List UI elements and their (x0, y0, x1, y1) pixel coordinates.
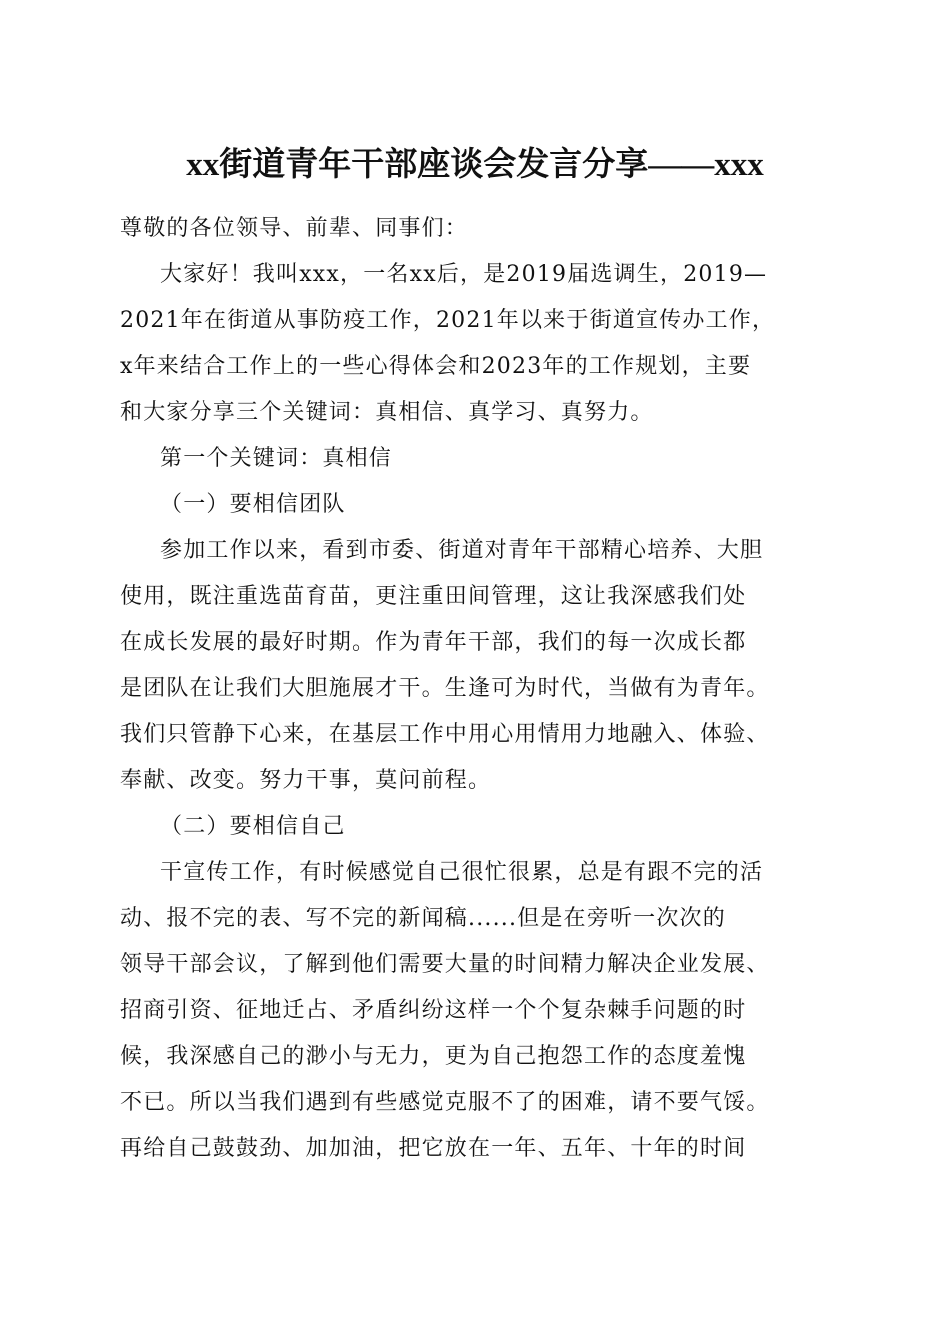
paragraph-line: 我们只管静下心来，在基层工作中用心用情用力地融入、体验、 (120, 722, 770, 747)
subsection-heading: （二）要相信自己 (160, 814, 346, 839)
paragraph-line: 再给自己鼓鼓劲、加加油，把它放在一年、五年、十年的时间 (120, 1136, 747, 1161)
paragraph-line: 不已。所以当我们遇到有些感觉克服不了的困难，请不要气馁。 (120, 1090, 770, 1115)
paragraph-line: 使用，既注重选苗育苗，更注重田间管理，这让我深感我们处 (120, 584, 747, 609)
paragraph-line: 大家好！我叫xxx，一名xx后，是2019届选调生，2019— (160, 262, 768, 287)
document-body (120, 206, 836, 1172)
paragraph-line: 和大家分享三个关键词：真相信、真学习、真努力。 (120, 400, 654, 425)
paragraph-line: 候，我深感自己的渺小与无力，更为自己抱怨工作的态度羞愧 (120, 1044, 747, 1069)
paragraph-line: 在成长发展的最好时期。作为青年干部，我们的每一次成长都 (120, 630, 747, 655)
document-title: xx街道青年干部座谈会发言分享——xxx (186, 147, 764, 183)
paragraph-line: 招商引资、征地迁占、矛盾纠纷这样一个个复杂棘手问题的时 (120, 998, 747, 1023)
paragraph-line: 尊敬的各位领导、前辈、同事们： (120, 216, 469, 241)
paragraph-line: 动、报不完的表、写不完的新闻稿......但是在旁听一次次的 (120, 906, 726, 931)
paragraph-line: 2021年在街道从事防疫工作，2021年以来于街道宣传办工作， (120, 308, 776, 333)
subsection-heading: （一）要相信团队 (160, 492, 346, 517)
section-heading: 第一个关键词：真相信 (160, 446, 393, 471)
paragraph-line: 参加工作以来，看到市委、街道对青年干部精心培养、大胆 (160, 538, 764, 563)
paragraph-line: 是团队在让我们大胆施展才干。生逢可为时代，当做有为青年。 (120, 676, 770, 701)
paragraph-line: x年来结合工作上的一些心得体会和2023年的工作规划，主要 (120, 354, 752, 379)
paragraph-line: 干宣传工作，有时候感觉自己很忙很累，总是有跟不完的活 (160, 860, 764, 885)
paragraph-line: 领导干部会议，了解到他们需要大量的时间精力解决企业发展、 (120, 952, 770, 977)
paragraph-line: 奉献、改变。努力干事，莫问前程。 (120, 768, 492, 793)
